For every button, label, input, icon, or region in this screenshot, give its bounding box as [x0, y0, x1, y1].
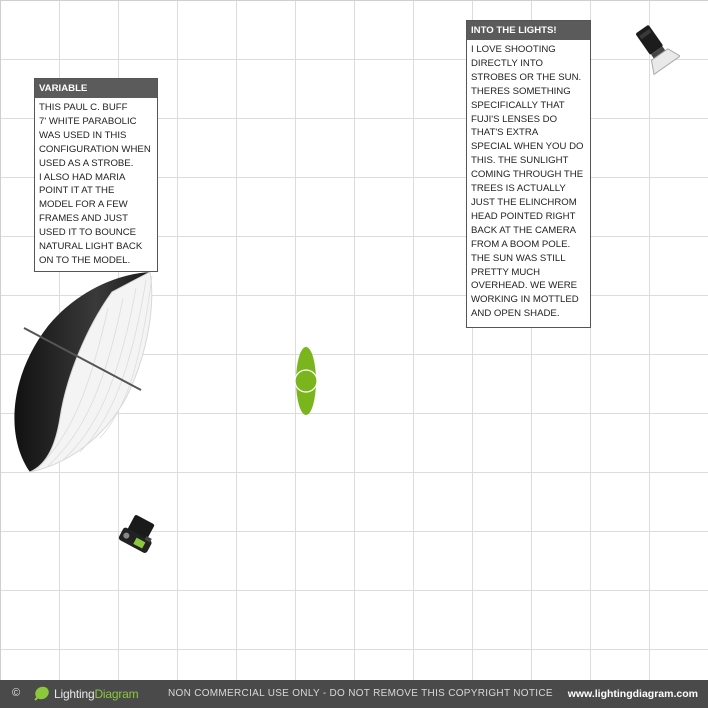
lighting-diagram-logo [32, 684, 138, 704]
note-title: VARIABLE [35, 79, 157, 98]
logo-text-left: Lighting [54, 687, 95, 701]
copyright-symbol: © [12, 687, 21, 699]
note-title: INTO THE LIGHTS! [467, 21, 590, 40]
strobe-head-icon[interactable] [628, 24, 680, 76]
site-link[interactable]: www.lightingdiagram.com [567, 688, 698, 700]
camera-icon[interactable] [116, 512, 160, 558]
note-text: I LOVE SHOOTING DIRECTLY INTO STROBES OR THE SUN. THERES SOMETHING SPECIFICALLY THAT FUJI'S LENSES DO THAT'S EXTRA SPECIAL WHEN YOU DO THIS. THE SUNLIGHT COMING THROUGH THE TREES IS ACTUALLY JUST THE ELINCHROM HEAD POINTED RIGHT BACK AT THE CAMERA FROM A BOOM POLE. THE SUN WAS STILL PRETTY MUCH OVERHEAD. WE WERE WORKING IN MOTTLED AND OPEN SHADE. [471, 44, 584, 320]
parabolic-umbrella-icon[interactable] [8, 268, 158, 480]
copyright-notice: NON COMMERCIAL USE ONLY - DO NOT REMOVE THIS COPYRIGHT NOTICE [168, 688, 553, 699]
note-variable [34, 78, 158, 272]
logo-text-right: Diagram [94, 687, 139, 701]
bulb-logo-icon [32, 685, 50, 703]
subject-icon[interactable] [292, 345, 320, 417]
note-text: THIS PAUL C. BUFF 7' WHITE PARABOLIC WAS USED IN THIS CONFIGURATION WHEN USED AS A STROBE. I ALSO HAD MARIA POINT IT AT THE MODEL FOR A FEW FRAMES AND JUST USED IT TO BOUNCE NATURAL LIGHT BACK ON TO THE MODEL. [39, 102, 151, 266]
copyright-footer [0, 680, 708, 708]
note-into-the-lights [466, 20, 591, 328]
